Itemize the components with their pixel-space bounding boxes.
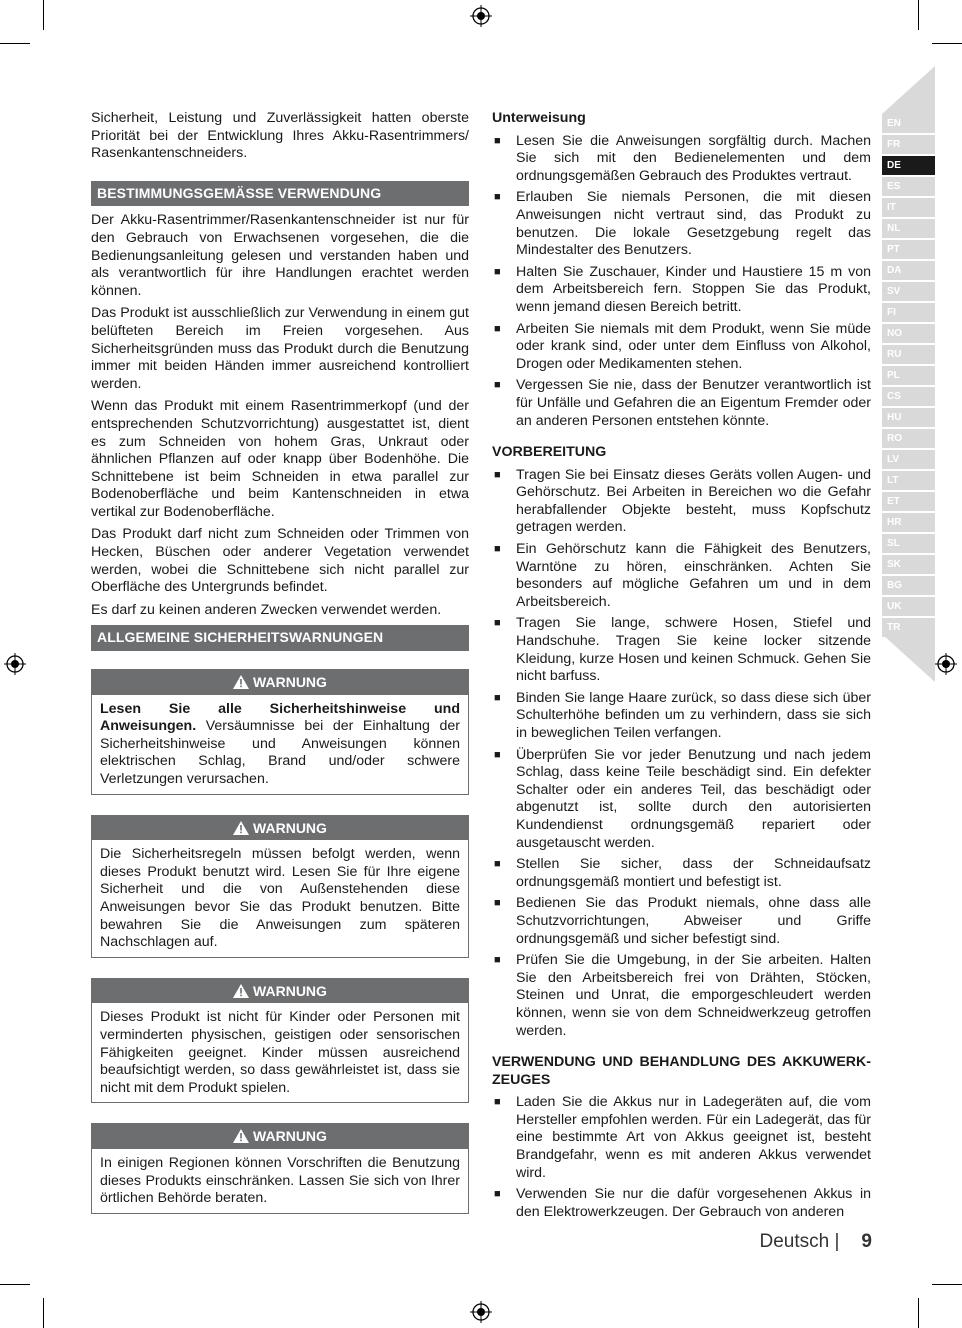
bullet-list	[492, 1094, 871, 1221]
language-tab-et[interactable]: ET	[882, 492, 935, 511]
crop-mark	[932, 1284, 962, 1285]
list-item-text: Prüfen Sie die Umgebung, in der Sie arbeiten. Halten Sie den Arbeitsbereich frei von Drähten, Stöcken, Steinen und Unrat, die emporgeschleudert werden können, wenn sie von dem Schneidwerkzeug getroffen werden.	[516, 952, 871, 1039]
language-tab-fi[interactable]: FI	[882, 303, 935, 322]
list-item	[492, 690, 871, 743]
language-tab-pl[interactable]: PL	[882, 366, 935, 385]
bullet-square-icon: ■	[494, 954, 501, 967]
crop-mark	[932, 43, 962, 44]
list-item-text: Ein Gehörschutz kann die Fähigkeit des Benutzers, Warntöne zu hören, einschränken. Achten Sie besonders auf mögliche Gefahren um und in dem Arbeitsbereich.	[516, 541, 871, 610]
list-item	[492, 133, 871, 186]
language-tab-hu[interactable]: HU	[882, 408, 935, 427]
bullet-square-icon: ■	[494, 322, 501, 335]
tab-top-triangle-icon	[882, 66, 935, 114]
paragraph: Das Produkt darf nicht zum Schneiden oder Trimmen von Hecken, Büschen oder anderer Vegetation verwendet werden, wobei die Schnittebene sich nicht parallel zur Oberfläche des Untergrunds befindet.	[91, 526, 469, 596]
registration-mark-icon	[470, 5, 492, 27]
list-item-text: Laden Sie die Akkus nur in Ladegeräten auf, die vom Hersteller empfohlen werden. Für ein Ladegerät, das für eine bestimmte Art von Akkus geeignet ist, besteht Brandgefahr, wenn es mit anderen Akkus verwendet wird.	[516, 1094, 871, 1181]
warning-text: Versäumnisse bei der Einhaltung der Sicherheitshinweise und Anweisungen können elektrischen Schlag, Brand und/oder schwere Verletzungen verursachen.	[100, 718, 460, 787]
list-item	[492, 1094, 871, 1182]
bullet-list	[492, 467, 871, 1040]
language-tab-de[interactable]: DE	[882, 156, 935, 175]
subsection-heading: Unterweisung	[492, 110, 586, 126]
language-tab-en[interactable]: EN	[882, 114, 935, 133]
language-tabs	[882, 114, 935, 639]
warning-header	[92, 1124, 468, 1149]
language-tab-lv[interactable]: LV	[882, 450, 935, 469]
warning-body: Die Sicherheitsregeln müssen befolgt werden, wenn dieses Produkt benutzt wird. Lesen Sie für Ihre eigene Sicherheit und die von Außenstehenden diese Anweisungen bevor Sie das Produkt benutzen. Bitte bewahren Sie die Anweisungen zum späteren Nachschlagen auf.	[100, 846, 460, 951]
subsection-heading: VORBEREITUNG	[492, 444, 607, 461]
warning-body: Dieses Produkt ist nicht für Kinder oder Personen mit verminderten physischen, geistigen oder sensorischen Fähigkeiten geeignet. Kinder müssen ausreichend beaufsichtigt werden, so dass gewährleistet ist, dass sie nicht mit dem Produkt spielen.	[100, 1009, 460, 1096]
list-item-text: Tragen Sie bei Einsatz dieses Geräts vollen Augen- und Gehörschutz. Bei Arbeiten in Bereichen wo die Gefahr herabfallender Objekte besteht, muss Kopfschutz getragen werden.	[516, 466, 871, 536]
right-column	[492, 110, 871, 1235]
language-tab-pt[interactable]: PT	[882, 240, 935, 259]
warning-box	[91, 669, 469, 795]
warning-header	[92, 670, 468, 695]
registration-mark-icon	[935, 653, 957, 675]
list-item-text: Tragen Sie lange, schwere Hosen, Stiefel und Handschuhe. Tragen Sie keine locker sitzende Kleidung, kurze Hosen und keinen Schmuck. Gehen Sie nicht barfuss.	[516, 615, 871, 685]
paragraph: Wenn das Produkt mit einem Rasentrimmerkopf (und der entsprechenden Schutzvorrichtung) ausgestattet ist, dient es zum Schneiden von hohem Gras, Unkraut oder ähnlichen Pflanzen auf oder knapp über Bodenhöhe. Die Schnittebene ist beim Schneiden in etwa parallel zur Bodenoberfläche und beim Kantenschneiden in etwa vertikal zur Bodenoberfläche.	[91, 398, 469, 520]
list-item	[492, 189, 871, 259]
crop-mark	[43, 0, 44, 30]
bullet-square-icon: ■	[494, 617, 501, 630]
bullet-list	[492, 133, 871, 431]
language-tab-no[interactable]: NO	[882, 324, 935, 343]
list-item-text: Stellen Sie sicher, dass der Schneidaufsatz ordnungsgemäß montiert und befestigt ist.	[516, 856, 871, 890]
bullet-square-icon: ■	[494, 134, 501, 147]
warning-label: WARNUNG	[253, 1128, 327, 1145]
list-item-text: Erlauben Sie niemals Personen, die mit diesen Anweisungen nicht vertraut sind, das Produkt zu benutzen. Die lokale Gesetzgebung regelt das Mindestalter des Benutzers.	[516, 189, 871, 259]
list-item	[492, 747, 871, 853]
bullet-square-icon: ■	[494, 543, 501, 556]
warning-body: In einigen Regionen können Vorschriften die Benutzung dieses Produkts einschränken. Lassen Sie sich von Ihrer örtlichen Behörde beraten.	[100, 1154, 460, 1207]
language-tab-sk[interactable]: SK	[882, 555, 935, 574]
bullet-square-icon: ■	[494, 379, 501, 392]
language-tab-lt[interactable]: LT	[882, 471, 935, 490]
language-tab-it[interactable]: IT	[882, 198, 935, 217]
registration-mark-icon	[470, 1301, 492, 1323]
language-tab-sl[interactable]: SL	[882, 534, 935, 553]
paragraph: Der Akku-Rasentrimmer/Rasenkantenschneider ist nur für den Gebrauch von Erwachsenen vorgesehen, die die Bedienungsanleitung gelesen und verstanden haben und als verantwortlich für ihre Handlungen erachtet werden können.	[91, 212, 469, 299]
list-item	[492, 321, 871, 374]
warning-triangle-icon	[233, 821, 249, 835]
crop-mark	[0, 43, 30, 44]
language-tab-tr[interactable]: TR	[882, 618, 935, 637]
list-item	[492, 615, 871, 685]
page-number: 9	[861, 1231, 872, 1252]
warning-triangle-icon	[233, 675, 249, 689]
page-footer	[700, 1231, 872, 1253]
list-item	[492, 895, 871, 948]
crop-mark	[43, 1298, 44, 1328]
bullet-square-icon: ■	[494, 691, 501, 704]
bullet-square-icon: ■	[494, 1188, 501, 1201]
list-item	[492, 541, 871, 611]
section-heading: BESTIMMUNGSGEMÄSSE VERWENDUNG	[91, 181, 469, 207]
warning-triangle-icon	[233, 1129, 249, 1143]
warning-triangle-icon	[233, 984, 249, 998]
list-item-text: Verwenden Sie nur die dafür vorgesehenen Akkus in den Elektrowerkzeugen. Der Gebrauch von anderen	[516, 1186, 871, 1220]
language-tab-fr[interactable]: FR	[882, 135, 935, 154]
warning-box	[91, 815, 469, 958]
bullet-square-icon: ■	[494, 1096, 501, 1109]
list-item-text: Halten Sie Zuschauer, Kinder und Haustiere 15 m von dem Arbeitsbereich fern. Stoppen Sie das Produkt, wenn jemand diesen Bereich betritt.	[516, 263, 871, 315]
language-tab-da[interactable]: DA	[882, 261, 935, 280]
language-tab-hr[interactable]: HR	[882, 513, 935, 532]
language-tab-nl[interactable]: NL	[882, 219, 935, 238]
language-tab-cs[interactable]: CS	[882, 387, 935, 406]
subsection-heading: VERWENDUNG UND BEHANDLUNG DES AKKUWERK-ZEUGES	[492, 1054, 871, 1088]
section-heading: ALLGEMEINE SICHERHEITSWARNUNGEN	[91, 625, 469, 651]
language-tab-es[interactable]: ES	[882, 177, 935, 196]
bullet-square-icon: ■	[494, 265, 501, 278]
list-item	[492, 467, 871, 537]
crop-mark	[918, 1298, 919, 1328]
warning-header	[92, 979, 468, 1004]
crop-mark	[918, 0, 919, 30]
warning-box	[91, 978, 469, 1104]
list-item-text: Lesen Sie die Anweisungen sorgfältig durch. Machen Sie sich mit den Bedienelementen und dem ordnungsgemäßen Gebrauch des Produktes vertraut.	[516, 132, 871, 184]
warning-body	[92, 695, 468, 794]
list-item	[492, 264, 871, 317]
bullet-square-icon: ■	[494, 858, 501, 871]
warning-label: WARNUNG	[253, 819, 327, 836]
list-item	[492, 952, 871, 1040]
footer-language: Deutsch |	[759, 1231, 840, 1252]
warning-label: WARNUNG	[253, 674, 327, 691]
left-column	[91, 110, 469, 1234]
warning-box	[91, 1123, 469, 1213]
language-tab-ro[interactable]: RO	[882, 429, 935, 448]
language-tab-bg[interactable]: BG	[882, 576, 935, 595]
paragraph: Es darf zu keinen anderen Zwecken verwendet werden.	[91, 601, 442, 618]
bullet-square-icon: ■	[494, 748, 501, 761]
list-item	[492, 1186, 871, 1221]
warning-header	[92, 816, 468, 841]
list-item-text: Überprüfen Sie vor jeder Benutzung und nach jedem Schlag, dass keine Teile beschädigt sind. Ein defekter Schalter oder ein anderes Teil, das beschädigt oder abgenutzt ist, sollte durch den autorisierten Kundendienst ordnungsgemäß repariert oder ausgetauscht werden.	[516, 746, 871, 851]
language-tab-uk[interactable]: UK	[882, 597, 935, 616]
tab-bottom-triangle-icon	[882, 634, 935, 682]
bullet-square-icon: ■	[494, 897, 501, 910]
intro-text: Sicherheit, Leistung und Zuverlässigkeit hatten oberste Priorität bei der Entwicklung Ihres Akku-Rasentrimmers/ Rasenkantenschneiders.	[91, 110, 469, 162]
warning-label: WARNUNG	[253, 982, 327, 999]
list-item-text: Bedienen Sie das Produkt niemals, ohne dass alle Schutzvorrichtungen, Abweiser und Griffe ordnungsgemäß und sicher befestigt sind.	[516, 895, 871, 947]
list-item-text: Vergessen Sie nie, dass der Benutzer verantwortlich ist für Unfälle und Gefahren die an Eigentum Fremder oder an anderen Personen entstehen könnte.	[516, 377, 871, 429]
list-item-text: Binden Sie lange Haare zurück, so dass diese sich über Schulterhöhe befinden um zu verhindern, dass sie sich in beweglichen Teilen verfangen.	[516, 689, 871, 741]
paragraph: Das Produkt ist ausschließlich zur Verwendung in einem gut belüfteten Bereich im Freien vorgesehen. Aus Sicherheitsgründen muss das Produkt durch die Benutzung immer mit beiden Händen immer ausreichend kontrolliert werden.	[91, 305, 469, 392]
crop-mark	[0, 1284, 30, 1285]
registration-mark-icon	[4, 653, 26, 675]
list-item-text: Arbeiten Sie niemals mit dem Produkt, wenn Sie müde oder krank sind, oder unter dem Einfluss von Alkohol, Drogen oder Medikamenten stehen.	[516, 320, 871, 372]
bullet-square-icon: ■	[494, 468, 501, 481]
warning-bold-text: Lesen Sie alle Sicherheitshinweise und Anweisungen.	[100, 700, 460, 735]
list-item	[492, 856, 871, 891]
language-tab-ru[interactable]: RU	[882, 345, 935, 364]
language-tab-sv[interactable]: SV	[882, 282, 935, 301]
bullet-square-icon: ■	[494, 191, 501, 204]
list-item	[492, 377, 871, 430]
